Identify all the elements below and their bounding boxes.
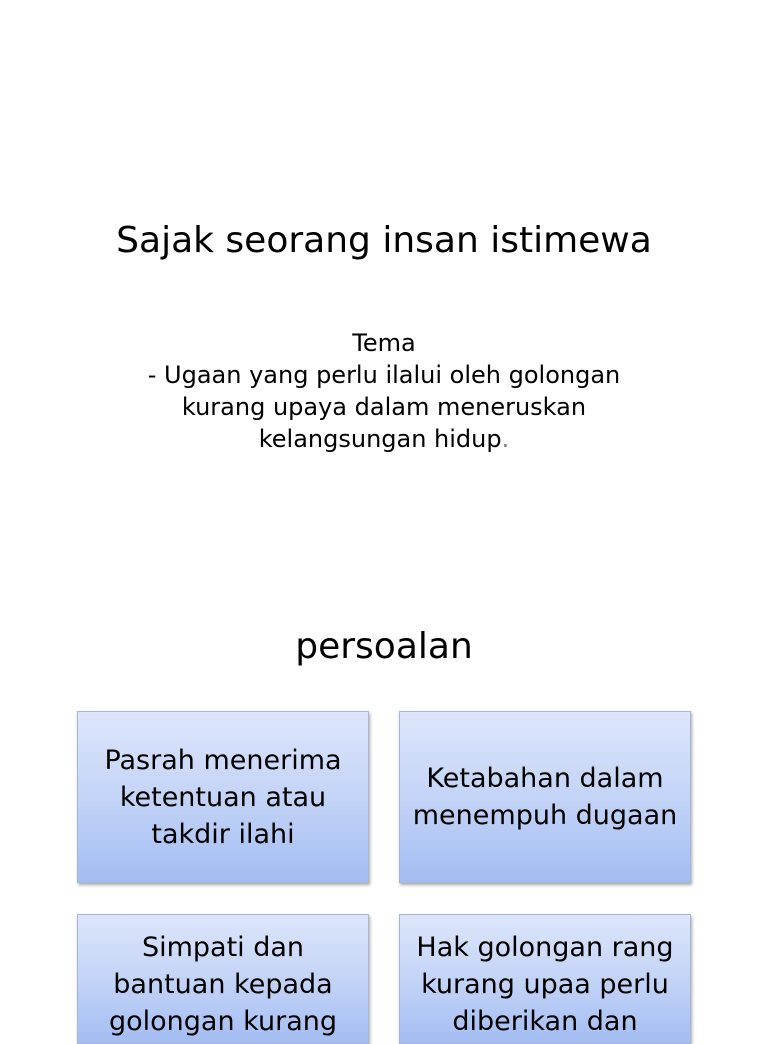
box-line: Simpati dan bbox=[141, 932, 305, 963]
slide-title: persoalan bbox=[295, 626, 473, 667]
smartart-box bbox=[77, 914, 369, 1044]
box-text bbox=[109, 929, 337, 1040]
subtitle-line-1: - Ugaan yang perlu ilalui oleh golongan bbox=[147, 361, 621, 389]
slide-subtitle bbox=[0, 327, 768, 455]
subtitle-line-3-text: kelangsungan hidup bbox=[258, 425, 502, 453]
subtitle-period: . bbox=[501, 425, 510, 453]
box-text bbox=[416, 929, 673, 1040]
box-line: kurang upaa perlu bbox=[421, 969, 669, 1000]
box-line: menempuh dugaan bbox=[412, 800, 678, 831]
box-line: golongan kurang bbox=[109, 1006, 337, 1037]
subtitle-heading: Tema bbox=[352, 329, 416, 357]
slide-2 bbox=[0, 560, 768, 1037]
box-line: Ketabahan dalam bbox=[426, 763, 664, 794]
box-line: bantuan kepada bbox=[113, 969, 333, 1000]
slide-title: Sajak seorang insan istimewa bbox=[116, 220, 652, 261]
subtitle-line-2: kurang upaya dalam meneruskan bbox=[181, 393, 587, 421]
smartart-box bbox=[399, 914, 691, 1044]
smartart-box bbox=[77, 711, 369, 883]
box-line: Pasrah menerima bbox=[104, 744, 342, 776]
box-line: ketentuan atau bbox=[119, 781, 327, 813]
box-line: diberikan dan bbox=[452, 1006, 638, 1037]
box-line: takdir ilahi bbox=[151, 818, 295, 850]
subtitle-line-3 bbox=[0, 423, 768, 455]
smartart-box bbox=[399, 711, 691, 883]
box-line: Hak golongan rang bbox=[416, 932, 674, 963]
box-text bbox=[104, 742, 341, 853]
box-text bbox=[413, 760, 677, 834]
